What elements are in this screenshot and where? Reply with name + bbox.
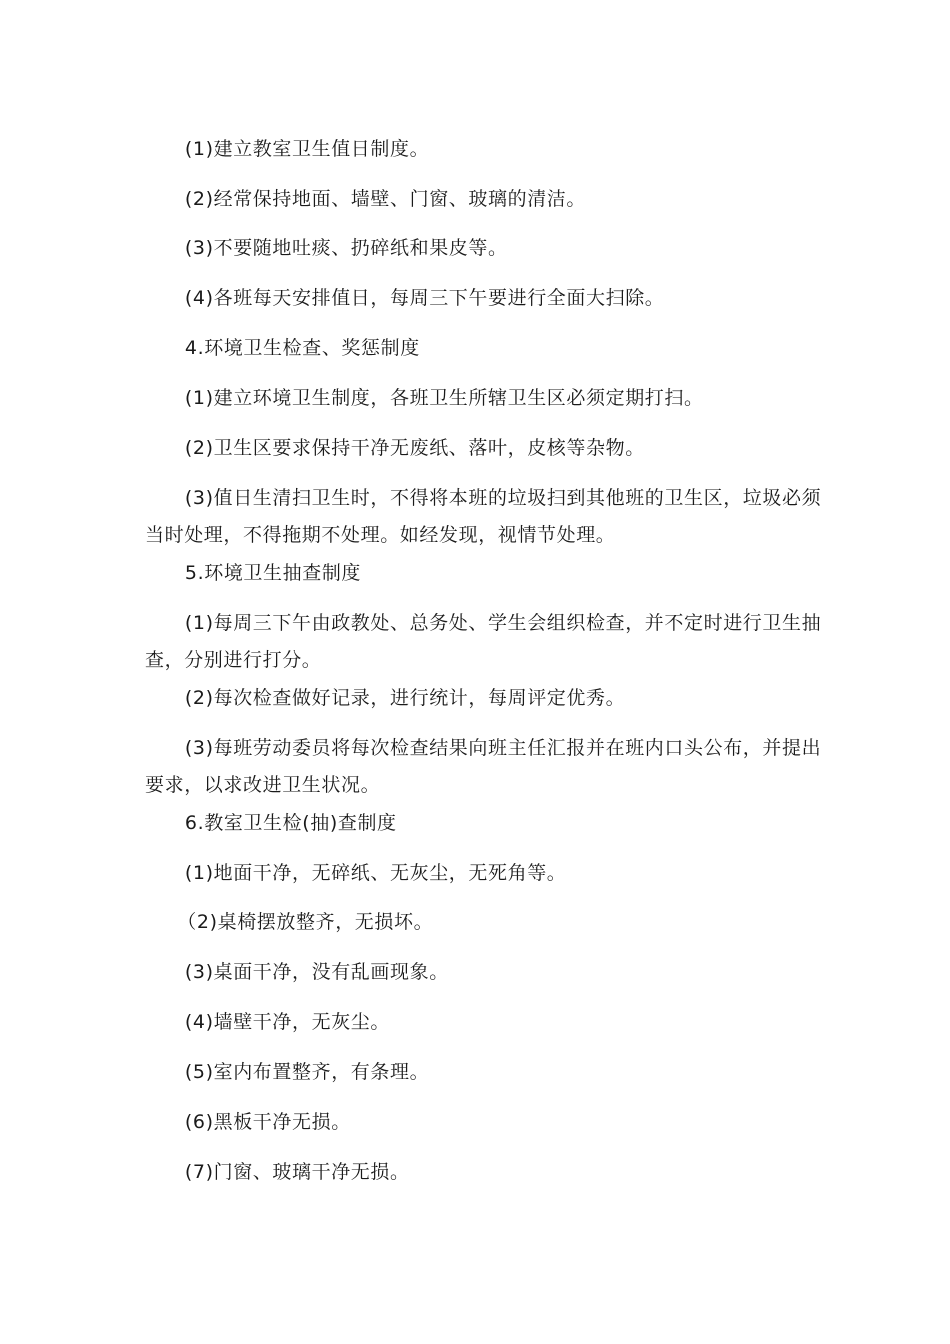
paragraph-floor-clean: (1)地面干净，无碎纸、无灰尘，无死角等。 xyxy=(184,862,567,884)
paragraph-report-results: (3)每班劳动委员将每次检查结果向班主任汇报并在班内口头公布，并提出要求，以求改进卫生状况。 xyxy=(145,737,822,796)
paragraph-weekly-inspection: (1)每周三下午由政教处、总务处、学生会组织检查，并不定时进行卫生抽查，分别进行打分。 xyxy=(145,612,822,671)
paragraph-room-layout: (5)室内布置整齐，有条理。 xyxy=(184,1061,430,1083)
paragraph-garbage-handling: (3)值日生清扫卫生时，不得将本班的垃圾扫到其他班的卫生区，垃圾必须当时处理，不得拖期不处理。如经发现，视情节处理。 xyxy=(145,487,822,546)
paragraph-classroom-duty-system: (1)建立教室卫生值日制度。 xyxy=(184,138,430,160)
paragraph-keep-clean: (2)经常保持地面、墙壁、门窗、玻璃的清洁。 xyxy=(184,188,587,210)
paragraph-desks-tidy: （2)桌椅摆放整齐，无损坏。 xyxy=(177,911,434,933)
paragraph-daily-duty: (4)各班每天安排值日，每周三下午要进行全面大扫除。 xyxy=(184,287,665,309)
paragraph-area-clean: (2)卫生区要求保持干净无废纸、落叶，皮核等杂物。 xyxy=(184,437,645,459)
section-heading-4: 4.环境卫生检查、奖惩制度 xyxy=(184,337,420,359)
paragraph-doors-windows: (7)门窗、玻璃干净无损。 xyxy=(184,1161,410,1183)
paragraph-no-littering: (3)不要随地吐痰、扔碎纸和果皮等。 xyxy=(184,237,508,259)
paragraph-blackboard: (6)黑板干净无损。 xyxy=(184,1111,351,1133)
section-heading-5: 5.环境卫生抽查制度 xyxy=(184,562,362,584)
section-heading-6: 6.教室卫生检(抽)查制度 xyxy=(184,812,397,834)
paragraph-walls-clean: (4)墙壁干净，无灰尘。 xyxy=(184,1011,391,1033)
paragraph-environment-system: (1)建立环境卫生制度，各班卫生所辖卫生区必须定期打扫。 xyxy=(184,387,704,409)
paragraph-desktop-clean: (3)桌面干净，没有乱画现象。 xyxy=(184,961,449,983)
paragraph-records: (2)每次检查做好记录，进行统计，每周评定优秀。 xyxy=(184,687,626,709)
